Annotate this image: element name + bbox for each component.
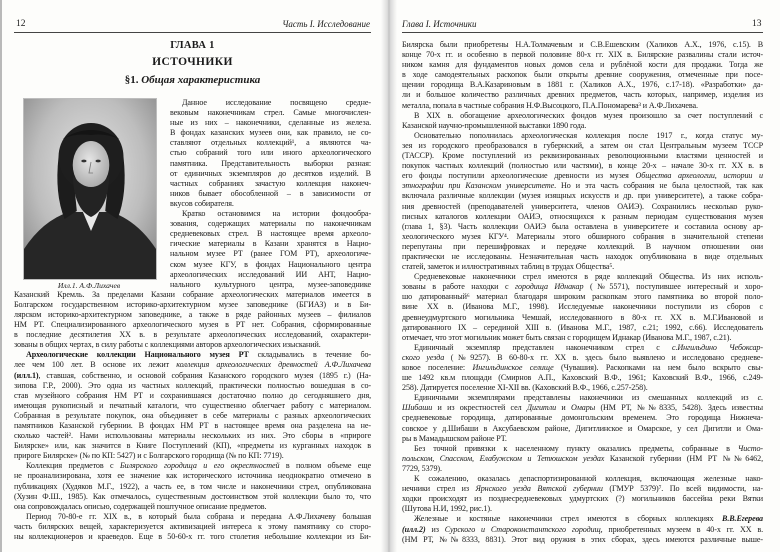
text-line: Казанской научно-промышленной выставки 1890 года.	[402, 120, 587, 130]
text-run: , приобретенных музеем в 40-х гг. XX в.	[600, 524, 763, 534]
text-line: ском музее КГУ, в фондах Национального центра	[170, 259, 371, 269]
text-line: ников бывает обособленной – в зависимости от	[170, 188, 371, 198]
left-page-body-text	[14, 98, 371, 542]
text-line: совское у д.Шибаши в Аксубаевском районе, Дигитлинское и Омарское, у сел Дигитли и Ома-	[402, 423, 763, 433]
text-run: . Но и эта часть собрания не была целостной, так как	[554, 181, 763, 191]
text-line: сколько частей². Нами использованы материалы нескольких из них. Это сборы в «прироге	[14, 431, 371, 441]
text-line: зованы в общих чертах, в силу работы с коллекциями авторов археологических изысканий.	[14, 340, 321, 350]
text-line: нальном музее РТ (ранее ГОМ РТ), археологиче-	[170, 249, 371, 259]
text-line: В XIX в. обогащение археологических фондов музея произошло за счет поступлений с	[414, 110, 763, 120]
text-line: она сопровождалась описью, содержащей поштучное описание предметов.	[14, 501, 267, 511]
text-line: от единичных экземпляров до десятков изделий. В	[170, 168, 371, 178]
text-run: лее чем 100 лет. В основе их лежит	[14, 360, 177, 370]
text-line	[14, 360, 371, 370]
text-line: не проанализирована, хотя ее значение как исторического источника неоднократно отмечено в	[14, 471, 371, 481]
text-run: и	[556, 403, 571, 413]
text-line: шо датированный⁶ материал благодаря широким раскопкам этого памятника во второй поло-	[402, 292, 763, 302]
text-line: лярском историко-архитектурном заповеднике, а также в ряде районных музеев – филиалов	[14, 309, 371, 319]
text-line	[402, 343, 763, 353]
text-line: ли и большое количество различных древних предметов, часть которых, например, изделия из	[402, 90, 763, 100]
text-line: ником камня для фундаментов новых домов села и рублёной кости для продажи. Тогда же	[402, 60, 763, 70]
text-line: датированного IX – серединой XIII в. (Иванова М.Г., 1987, с.21; 1992, с.66). Исследователь	[402, 322, 763, 332]
text-line: металла, попала в частные собрания Н.Ф.Высоцкого, П.А.Пономарева³ и А.Ф.Лихачева.	[402, 100, 698, 110]
italic-emphasis: коллекция археологических древностей А.Ф.Лихачева	[176, 360, 371, 370]
text-run: Казанской губернии (НМ РТ №№6462,	[604, 453, 763, 463]
text-line: (ТАССР). Кроме поступлений из реквизированных революционными властями ценностей и	[402, 151, 763, 161]
text-line: Собранная в результате покупок, она объединяет в себе материалы с разных археологических	[14, 410, 371, 420]
text-run: (№9257). В 60-80-х гг. XX в. здесь было выявлено и исследовано средневе-	[444, 352, 763, 362]
text-run: из	[425, 524, 445, 534]
text-line: ше 1492 кв.м площади (Смирнов А.П., Каховский В.Ф., 1961; Каховский В.Ф., 1966, с.249-	[402, 373, 763, 383]
text-line: вкусов собирателя.	[170, 198, 234, 208]
header-rule-right	[402, 32, 763, 33]
text-line: зования, содержащих материалы по наконечникам	[170, 219, 371, 229]
header-rule-left	[14, 32, 371, 33]
italic-emphasis: этнографии при Казанском университете	[402, 181, 555, 191]
bold-italic-emphasis: В.В.Егерева	[722, 514, 763, 524]
text-line: памятников Казанской губернии. В фондах НМ РТ в настоящее время она разделена на не-	[14, 421, 371, 430]
text-line: конце 70-х гг. и особенно в первой половине 80-х гг. XIX в. Билярские развалины стали источ-	[402, 50, 763, 60]
text-line	[402, 484, 763, 494]
text-line	[402, 403, 763, 413]
text-run: его фонды поступили археологические древности из музея	[402, 171, 636, 181]
text-line: ры в Мамадышском районе РТ.	[402, 433, 507, 443]
text-run: , ставшая, собственно, и основой собрания Казанского городского музея (1895 г.) (На-	[38, 370, 371, 380]
text-line	[402, 525, 763, 535]
text-run: нечники стрел из	[402, 484, 476, 494]
text-run: Железные и костяные наконечники стрел имеются в сборных коллекциях	[414, 514, 723, 524]
text-line: Кратко остановимся на истории фондообра-	[182, 209, 371, 219]
text-line: став музейного собрания НМ РТ и сохранившаяся достаточно полно до сегодняшнего дня,	[14, 390, 371, 400]
italic-emphasis: польском, Спасском, Елабужском и Тетюшском уездах	[402, 453, 605, 463]
text-line: стью собраний того или иного археологического	[170, 148, 371, 158]
text-line: К сожалению, оказалась депаспортизированной коллекция, включающая железные нако-	[414, 474, 763, 484]
running-head-right: Глава I. Источники	[402, 19, 477, 29]
text-line: прироге Билярске» (№ по КП: 5427) и с Болгарского городища (№ по КП: 7719).	[14, 451, 284, 461]
chapter-label: ГЛАВА 1	[170, 40, 215, 51]
text-line: вине XX в. (Иванова М.Г., 1998). Исследуемые наконечники поступили из сборов с	[402, 302, 763, 312]
text-run: (Чувашия). Раскопками на нем было вскрыто свы-	[553, 363, 763, 372]
text-line: древнеудмуртского могильника Чемшай, исследованного в 80-х гг. XX в. М.Г.Ивановой и	[402, 312, 763, 322]
italic-emphasis: Шибаши	[402, 403, 433, 413]
text-line: статей, заметок и иллюстративных таблиц в трудах Общества⁵.	[402, 262, 615, 272]
text-run: Коллекция предметов с	[26, 461, 120, 471]
text-line: в последние десятилетия XX в. в результате археологических исследований, охарактери-	[14, 330, 371, 340]
text-run: Без точной привязки к населенному пункту оказались предметы, собранные в	[414, 443, 738, 453]
text-line: Билярске» или, как значится в Книге Поступлений (КП), «предметы из курганных находок в	[14, 441, 371, 451]
text-run: Единичный экземпляр представлен наконечником стрел с	[414, 342, 672, 352]
running-head-left: Часть I. Исследование	[282, 19, 370, 29]
text-run: ковое поселение:	[402, 363, 473, 372]
italic-emphasis: городища Иднакар	[515, 282, 584, 292]
page-number-left: 12	[16, 19, 26, 29]
text-line: ставляют отдельных коллекций¹, а являются ча-	[170, 138, 371, 148]
text-line	[14, 461, 371, 471]
page-edge	[0, 0, 2, 552]
text-line: Казанский Кремль. За пределами Казани собрание археологических материалов имеется в	[14, 289, 371, 299]
italic-emphasis: Билярского городища и его окрестностей	[120, 461, 280, 471]
text-line	[14, 350, 371, 360]
bold-run-in: (илл.1)	[14, 370, 39, 380]
chapter-title: ИСТОЧНИКИ	[152, 56, 233, 68]
page-number-right: 13	[752, 19, 762, 29]
text-line	[402, 363, 763, 373]
figure-caption: Илл.1. А.Ф.Лихачев	[57, 281, 121, 290]
text-line: гические материалы в Казани хранятся в Нацио-	[170, 239, 371, 249]
book-gutter	[381, 0, 397, 552]
text-line	[402, 444, 763, 454]
text-run: в полном объеме еще	[279, 461, 371, 471]
text-line	[402, 514, 763, 524]
text-line: публикациях (Худяков М.Г., 1922), а часть ее, в том числе и наконечники стрел, опубликована	[14, 481, 371, 491]
text-line: 7729, 5379).	[402, 463, 442, 473]
text-line: перепутаны при перешифровках и передаче коллекций. В научном отношении они	[402, 241, 763, 251]
text-line: Болгарском государственном историко-архитектурном музее заповеднике (БГИАЗ) и в Би-	[14, 299, 371, 309]
text-line: средневековые городища, датированные домонгольским временем. Это городища Нижнеча-	[402, 413, 763, 423]
italic-emphasis: ского уезда	[402, 352, 445, 362]
italic-emphasis: Ярнского уезда Вятской губернии	[475, 484, 603, 494]
text-line: Средневековые наконечники стрел имеются в ряде коллекций Общества. Из них исполь-	[414, 272, 763, 282]
text-line: ния древностей (преподавателей университета, членов ОАИЭ). Сохранились несколько руко-	[402, 201, 763, 211]
text-line: НМ РТ. Специализированного археологического музея в РТ нет. Собрания, сформированные	[14, 320, 371, 330]
text-line: ны коллекционеров и краеведов. Еще в 50-60-х гг. того столетия небольшие коллекции из Би-	[14, 532, 371, 542]
text-line: зипова Г.Р., 2000). Это одна из частных коллекций, практически полностью вошедшая в со-	[14, 380, 371, 390]
text-line: Билярска были приобретены Н.А.Толмачевым и С.В.Ешевским (Халиков А.Х., 1976, с.15). В	[402, 40, 763, 49]
text-run: и из окрестностей сел	[432, 403, 527, 413]
text-run: (ГМУР 5379)⁷. По всей видимости, на-	[602, 484, 763, 494]
bold-run-in: Археологические коллекции Национального музея РТ	[26, 350, 249, 360]
text-line: в ходе самодеятельных раскопок были открыты древние сооружения, отмеченные при посе-	[402, 70, 763, 80]
text-line: (глава 1, §3). Часть коллекции ОАИЭ была оставлена в университете и составила основу ар-	[402, 221, 763, 231]
text-run: (НМ РТ, №№8335, 5428). Здесь известны	[595, 403, 763, 413]
italic-emphasis: Ингильдинское селище	[472, 363, 554, 372]
text-run: Единичными экземплярами представлены наконечники из смешанных коллекций из	[414, 393, 758, 403]
text-line: 258). Датируется поселение XI-XII вв. (Каховский В.Ф., 1966, с.257-258).	[402, 383, 648, 393]
text-line	[402, 393, 763, 403]
text-line	[14, 371, 371, 381]
text-line: имеющая рукописный и печатный каталоги, что существенно облегчает работу с материалом.	[14, 400, 371, 410]
text-line: Данное исследование посвящено средне-	[182, 98, 371, 107]
text-line	[402, 282, 763, 292]
text-line: часть билярских вещей, характеризуется активизацией интереса к этому памятнику со сторо-	[14, 521, 371, 531]
right-page-body-text	[402, 40, 763, 545]
text-line: археологических исследований ИИ АНТ, Нацио-	[170, 269, 371, 279]
text-line: включала различные коллекции (музея изящных искусств и др. при университете), а также собра-	[402, 191, 763, 201]
italic-emphasis: Общества археологии, истории и	[635, 171, 763, 181]
section-number: §1.	[124, 74, 139, 86]
text-line: В фондах казанских музеев они, как правило, не со-	[170, 128, 371, 138]
text-line: Период 70-80-е гг. XIX в., в который была собрана и передана А.Ф.Лихачеву большая	[26, 511, 371, 521]
text-line: хеологического музея КГУ⁴. Материалы этого обширного собрания в значительной степени	[402, 231, 763, 241]
text-line: (Хузин Ф.Ш., 1985). Как отмечалось, существенным достоинством этой коллекции было то, что	[14, 491, 371, 501]
italic-emphasis: Дигитли	[526, 403, 557, 413]
italic-emphasis: Омары	[571, 403, 596, 413]
text-line	[402, 454, 763, 464]
text-line: ные из них – наконечники, сделанные из железа.	[170, 118, 371, 128]
section-heading	[14, 74, 371, 86]
text-run: (№5571), поступившее интересный и хоро-	[583, 282, 763, 292]
text-line: частных собраниях зачастую коллекция наконеч-	[170, 178, 371, 188]
text-line: вековым наконечникам стрел. Самые многочислен-	[170, 108, 371, 118]
text-line	[402, 181, 763, 191]
text-line: Основательно пополнилась археологическая коллекция после 1917 г., когда статус му-	[414, 130, 763, 140]
italic-emphasis: Сурского и Староконстантского городищ	[444, 524, 601, 534]
text-line: (НМ РТ, №№8333, 8831). Этот вид оружия в этих сборах, здесь имеются различные выше-	[402, 534, 763, 544]
text-line: нального культурного центра, музее-заповеднике	[170, 279, 371, 289]
text-line: (Шутова Н.И, 1992, рис.1).	[402, 504, 492, 514]
italic-emphasis: с.	[757, 393, 763, 403]
text-line	[402, 171, 763, 181]
text-line: практически не исследованы. Незначительная часть находок опубликована в виде отдельных	[402, 251, 763, 261]
text-line: отмечает, что этот могильник может быть связан с городищем Иднакар (Иванова М.Г., 1987, с.21).	[402, 332, 732, 342]
section-title: Общая характеристика	[141, 74, 261, 86]
text-line: писных каталогов коллекции ОАИЭ, относящихся к разным периодам существования музея	[402, 211, 763, 221]
text-line: ходки происходят из позднесредневековых удмуртских (?) могильников бассейна реки Вятки	[402, 494, 763, 504]
text-line: покупок частных коллекций (полностью или частями), в конце 20-х – начале 30-х гг. XX в. в	[402, 161, 763, 171]
bold-italic-emphasis: (илл.2)	[402, 524, 426, 534]
text-line: щении городища В.А.Казариновым в 1881 г. (Халиков А.Х., 1976, с.17-18). «Разработки» да-	[402, 80, 763, 90]
text-run: зованы в работе находки с	[402, 282, 515, 292]
text-line: зея из городского преобразовался в губернский, а затем он стал Центральным музеем ТССР	[402, 140, 763, 150]
italic-emphasis: с.Ингильдино Чебоксар-	[671, 342, 763, 352]
italic-emphasis: Чисто-	[737, 443, 763, 453]
text-run: складывались в течение бо-	[248, 350, 371, 360]
text-line: средневековых стрел. В настоящее время археоло-	[170, 229, 371, 239]
text-line	[402, 353, 763, 363]
text-line: памятника. Представительность выборки разная:	[170, 158, 371, 168]
